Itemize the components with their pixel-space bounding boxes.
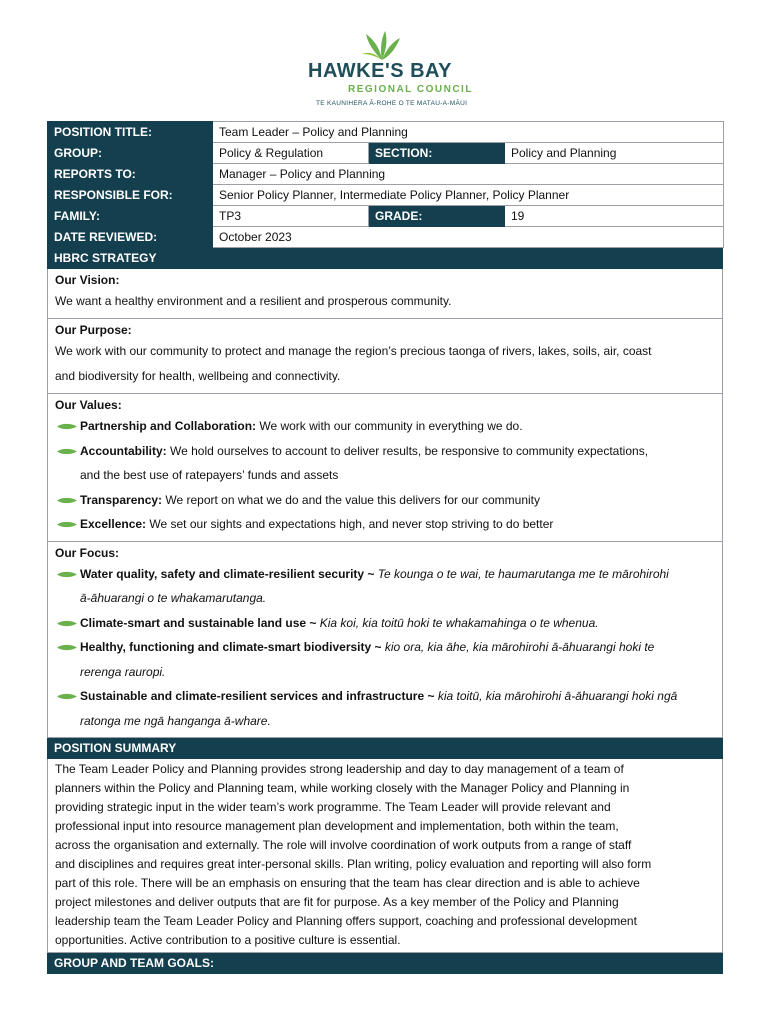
leaf-bullet-icon	[57, 497, 77, 504]
focus-maori-text-continued: ratonga me ngā hanganga ā-whare.	[80, 713, 271, 728]
focus-name: Sustainable and climate-resilient services and infrastructure ~	[80, 689, 438, 703]
reports-to-label: REPORTS TO:	[48, 164, 213, 185]
leaf-emblem-icon	[360, 30, 404, 62]
focus-item	[55, 684, 715, 733]
value-description: We report on what we do and the value this delivers for our community	[162, 492, 541, 507]
row-date-reviewed	[48, 227, 724, 248]
purpose-heading: Our Purpose:	[55, 323, 132, 337]
date-reviewed-value: October 2023	[213, 227, 724, 248]
focus-heading: Our Focus:	[55, 545, 120, 560]
value-description: We work with our community in everything we do.	[256, 419, 523, 433]
value-item	[55, 439, 715, 488]
grade-label: GRADE:	[369, 206, 505, 227]
value-item	[55, 488, 715, 513]
summary-line: and disciplines and requires great inter-personal skills. Plan writing, policy evaluation and reporting will also form	[55, 857, 652, 871]
focus-name: Water quality, safety and climate-resilient security ~	[80, 566, 378, 581]
purpose-text-line-2: and biodiversity for health, wellbeing and connectivity.	[55, 369, 341, 383]
leaf-bullet-icon	[57, 644, 77, 651]
focus-maori-text: kia toitū, kia mārohirohi ā-āhuarangi hoki ngā	[437, 689, 678, 703]
row-responsible-for	[48, 185, 724, 206]
summary-line: professional input into resource management plan development and implementation, both within the team,	[55, 819, 619, 833]
logo-maori-name: TE KAUNIHERA Ā-ROHE O TE MATAU-A-MĀUI	[316, 100, 468, 107]
group-label: GROUP:	[48, 143, 213, 164]
focus-item	[55, 611, 715, 636]
leaf-bullet-icon	[57, 423, 77, 430]
responsible-for-label: RESPONSIBLE FOR:	[48, 185, 213, 206]
value-name: Accountability:	[80, 443, 167, 458]
section-value: Policy and Planning	[505, 143, 724, 164]
leaf-bullet-icon	[57, 521, 77, 528]
summary-line: providing strategic input in the wider team’s work programme. The Team Leader will provide relevant and	[55, 800, 611, 814]
value-name: Transparency:	[80, 492, 163, 507]
values-section	[47, 394, 723, 542]
value-description: We hold ourselves to account to deliver results, be responsive to community expectations,	[166, 443, 649, 458]
purpose-section	[47, 319, 723, 394]
focus-name: Climate-smart and sustainable land use ~	[80, 615, 320, 630]
row-reports-to	[48, 164, 724, 185]
logo-wordmark: HAWKE'S BAY	[308, 60, 452, 82]
council-logo	[300, 30, 473, 112]
summary-line: leadership team the Team Leader Policy and Planning offers support, coaching and professional development	[55, 914, 637, 928]
leaf-bullet-icon	[57, 571, 77, 578]
focus-maori-text-continued: ā-āhuarangi o te whakamarutanga.	[80, 591, 267, 605]
focus-section	[47, 542, 723, 739]
focus-item	[55, 635, 715, 684]
grade-value: 19	[505, 206, 724, 227]
summary-line: The Team Leader Policy and Planning provides strong leadership and day to day management of a team of	[55, 762, 624, 776]
summary-line: across the organisation and externally. The role will involve coordination of work outputs from a range of staff	[55, 838, 632, 852]
summary-line: opportunities. Active contribution to a positive culture is essential.	[55, 933, 401, 947]
vision-section	[47, 269, 723, 319]
summary-line: planners within the Policy and Planning team, while working closely with the Manager Policy and Planning in	[55, 781, 630, 795]
focus-item	[55, 562, 715, 611]
leaf-bullet-icon	[57, 448, 77, 455]
value-name: Excellence:	[80, 517, 147, 531]
group-value: Policy & Regulation	[213, 143, 369, 164]
family-value: TP3	[213, 206, 369, 227]
position-details-table	[47, 121, 724, 248]
row-family	[48, 206, 724, 227]
values-heading: Our Values:	[55, 398, 122, 412]
leaf-bullet-icon	[57, 620, 77, 627]
leaf-bullet-icon	[57, 693, 77, 700]
value-item	[55, 414, 715, 439]
group-team-goals-heading: GROUP AND TEAM GOALS:	[47, 953, 723, 974]
focus-maori-text-continued: rerenga rauropi.	[80, 664, 166, 679]
position-description	[47, 121, 723, 974]
vision-text: We want a healthy environment and a resilient and prosperous community.	[55, 294, 452, 308]
reports-to-value: Manager – Policy and Planning	[213, 164, 724, 185]
summary-line: part of this role. There will be an emphasis on ensuring that the team has clear direction and is able to achieve	[55, 876, 640, 890]
position-title-label: POSITION TITLE:	[48, 122, 213, 143]
position-summary-text	[47, 759, 723, 953]
value-item	[55, 512, 715, 537]
position-title-value: Team Leader – Policy and Planning	[213, 122, 724, 143]
date-reviewed-label: DATE REVIEWED:	[48, 227, 213, 248]
focus-maori-text: kio ora, kia āhe, kia mārohirohi ā-āhuarangi hoki te	[384, 640, 655, 654]
section-label: SECTION:	[369, 143, 505, 164]
strategy-heading: HBRC STRATEGY	[47, 248, 723, 269]
focus-name: Healthy, functioning and climate-smart biodiversity ~	[80, 640, 385, 654]
position-summary-heading: POSITION SUMMARY	[47, 738, 723, 759]
value-description: We set our sights and expectations high, and never stop striving to do better	[146, 517, 554, 531]
purpose-text-line-1: We work with our community to protect and manage the region’s precious taonga of rivers, lakes, soils, air, coast	[55, 344, 652, 358]
value-description-continued: and the best use of ratepayers’ funds and assets	[80, 468, 339, 482]
focus-maori-text: Kia koi, kia toitū hoki te whakamahinga o te whenua.	[319, 615, 599, 630]
row-group	[48, 143, 724, 164]
value-name: Partnership and Collaboration:	[80, 419, 257, 433]
row-position-title	[48, 122, 724, 143]
vision-heading: Our Vision:	[55, 273, 120, 287]
responsible-for-value: Senior Policy Planner, Intermediate Policy Planner, Policy Planner	[213, 185, 724, 206]
focus-maori-text: Te kounga o te wai, te haumarutanga me te mārohirohi	[377, 566, 669, 581]
summary-line: project milestones and deliver outputs that are fit for purpose. As a key member of the Policy and Planning	[55, 895, 619, 909]
family-label: FAMILY:	[48, 206, 213, 227]
logo-subtitle: REGIONAL COUNCIL	[348, 84, 473, 95]
